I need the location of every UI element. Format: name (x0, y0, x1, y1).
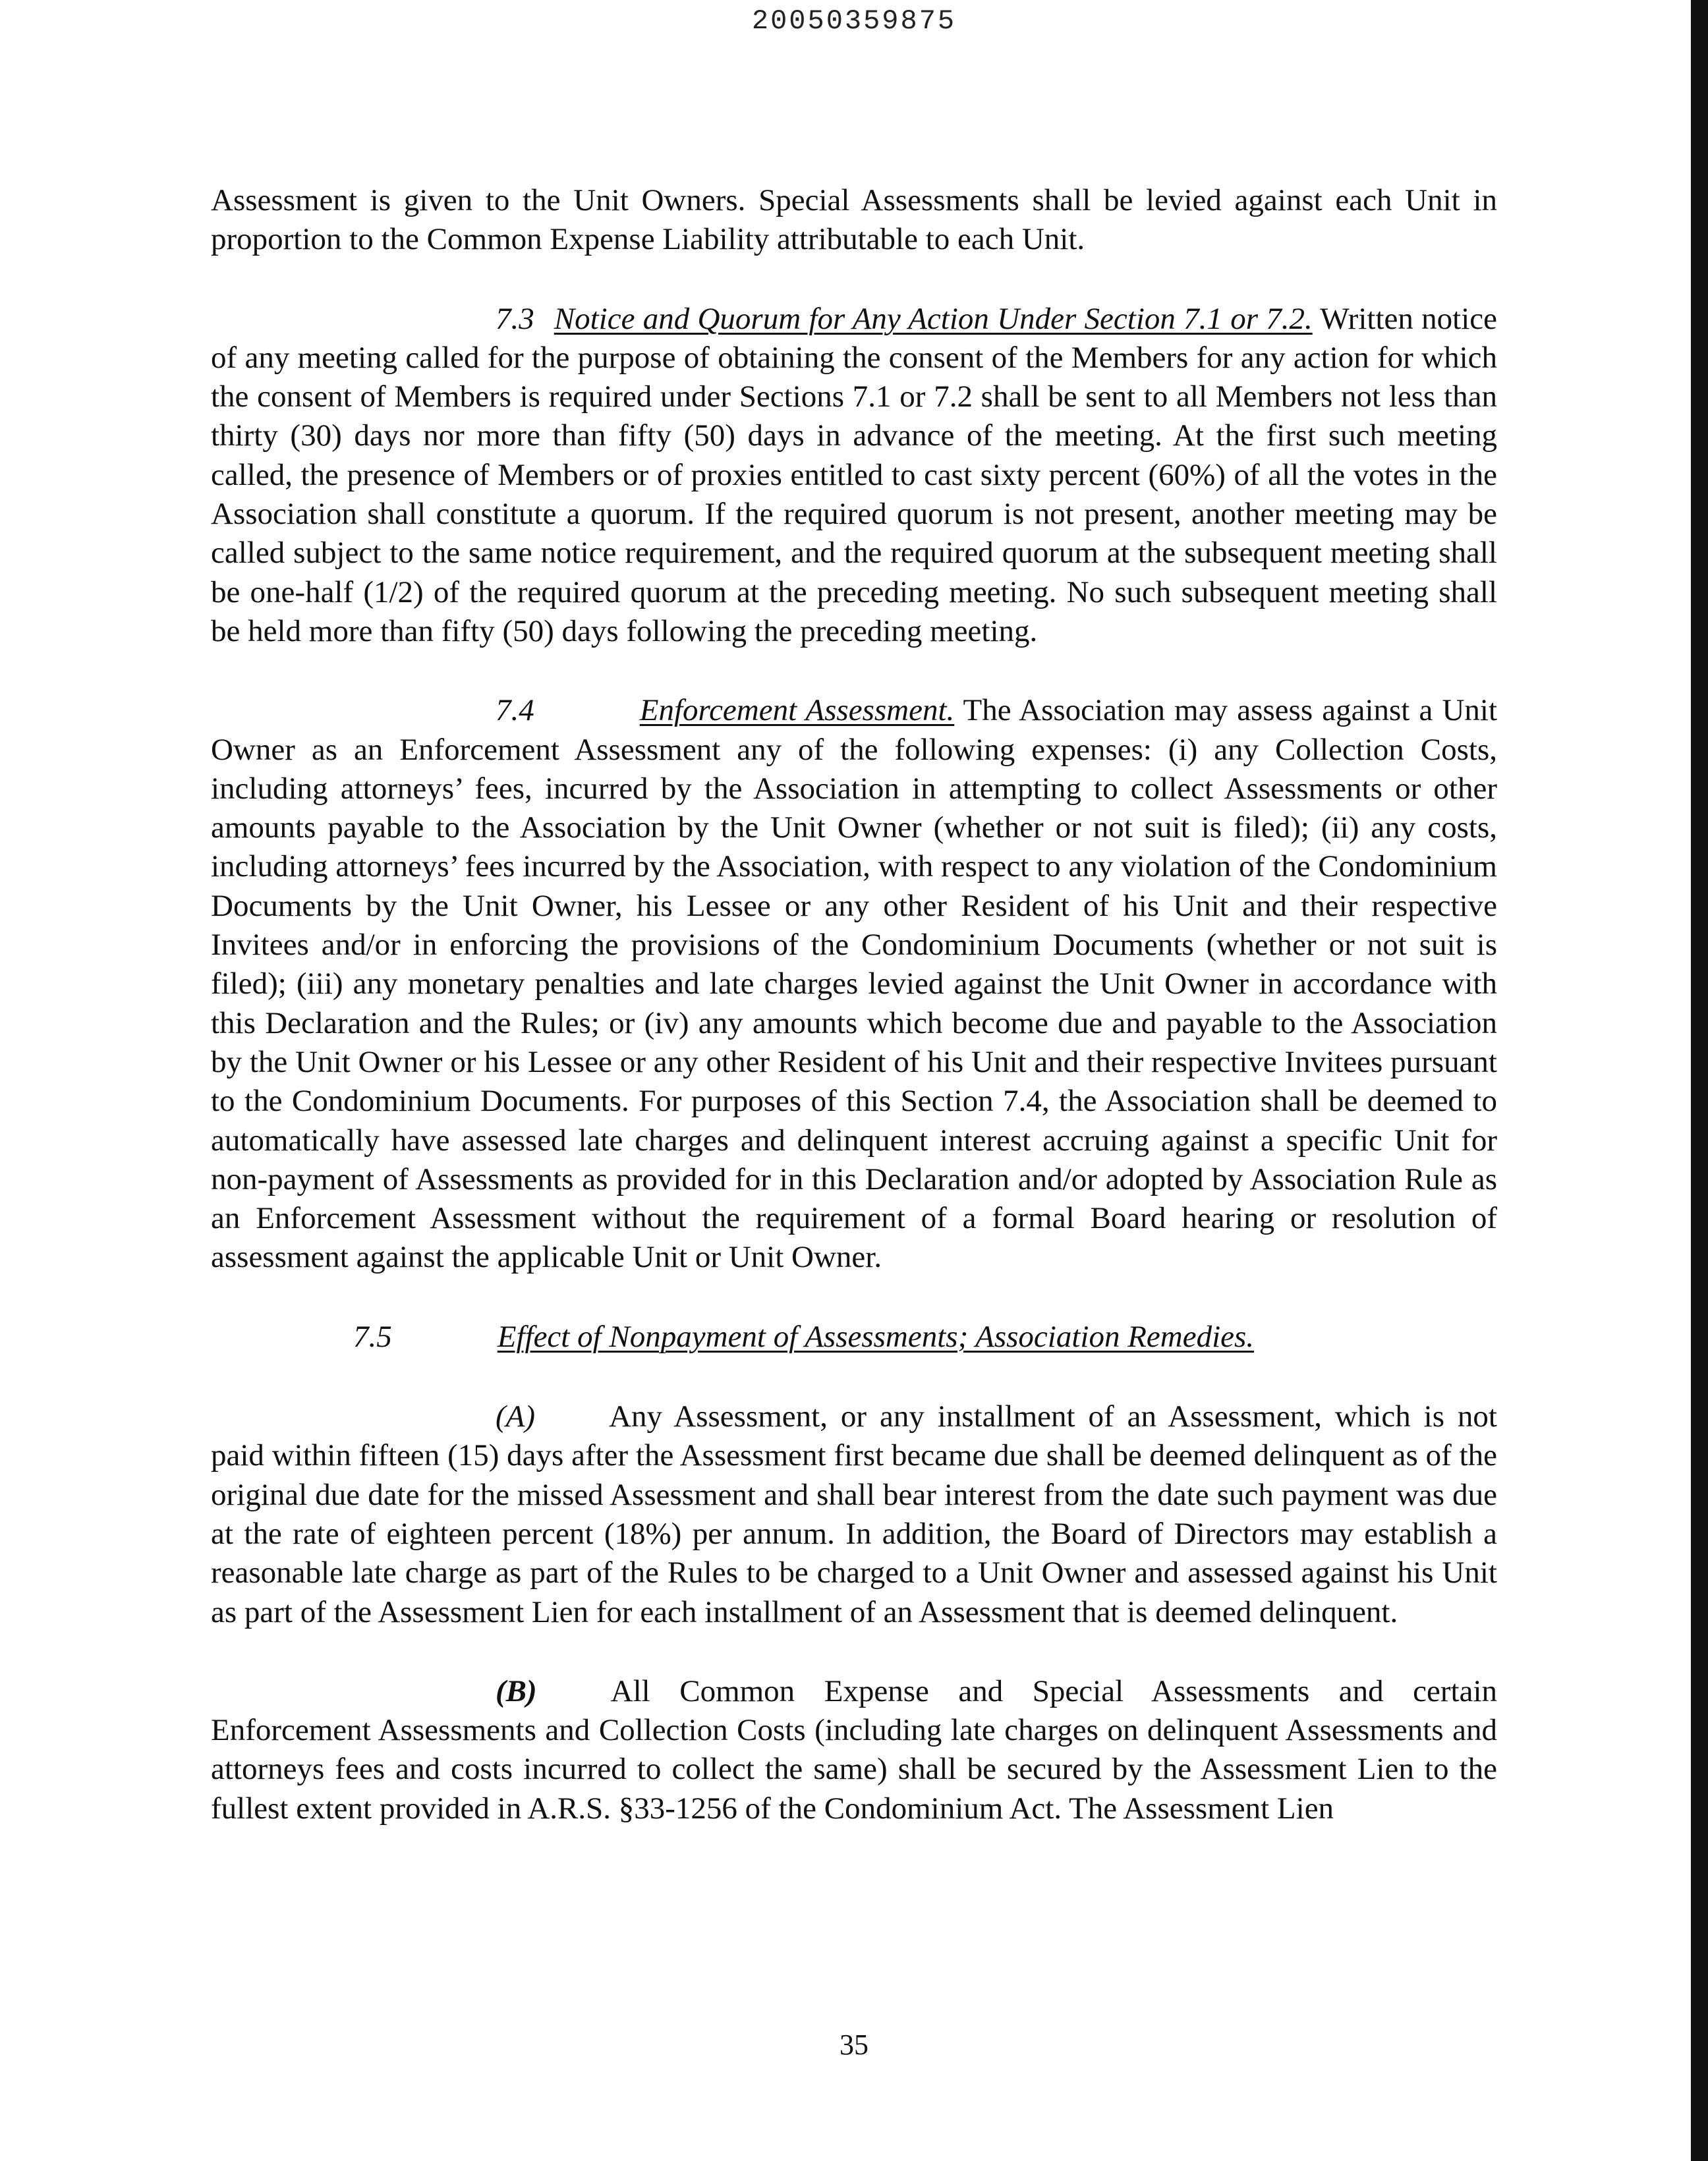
document-page (211, 181, 1497, 1868)
section-7-5-heading (211, 1318, 1497, 1357)
section-7-3-body: Written notice of any meeting called for the purpose of obtaining the consent of the Members for any action for which the consent of Members is required under Sections 7.1 or 7.2 shall be sent to all Members not less than thirty (30) days nor more than fifty (50) days in advance of the meeting. At the first such meeting called, the presence of Members or of proxies entitled to cast sixty percent (60%) of all the votes in the Association shall constitute a quorum. If the required quorum is not present, another meeting may be called subject to the same notice requirement, and the required quorum at the subsequent meeting shall be one-half (1/2) of the required quorum at the preceding meeting. No such subsequent meeting shall be held more than fifty (50) days following the preceding meeting. (211, 301, 1497, 648)
section-7-5-title: Effect of Nonpayment of Assessments; Association Remedies. (497, 1319, 1255, 1354)
section-7-3-number: 7.3 (496, 301, 534, 336)
section-7-5-number: 7.5 (353, 1319, 392, 1354)
subsection-7-5-b (211, 1672, 1497, 1828)
page-number: 35 (840, 2029, 868, 2061)
intro-paragraph: Assessment is given to the Unit Owners. Special Assessments shall be levied against each Unit in proportion to the Common Expense Liability attributable to each Unit. (211, 183, 1497, 257)
section-7-3-title: Notice and Quorum for Any Action Under Section 7.1 or 7.2. (554, 301, 1313, 336)
document-id: 20050359875 (751, 5, 957, 37)
section-7-4 (211, 691, 1497, 1277)
section-7-4-title: Enforcement Assessment. (639, 693, 955, 728)
subsection-7-5-a (211, 1397, 1497, 1632)
subsection-b-label: (B) (496, 1673, 537, 1708)
subsection-a-label: (A) (496, 1399, 536, 1434)
section-7-4-number: 7.4 (496, 693, 534, 728)
subsection-b-body: All Common Expense and Special Assessments and certain Enforcement Assessments and Collection Costs (including late charges on delinquent Assessments and attorneys fees and costs incurred to collect the same) shall be secured by the Assessment Lien to the fullest extent provided in A.R.S. §33-1256 of the Condominium Act. The Assessment Lien (211, 1673, 1497, 1826)
section-7-4-body: The Association may assess against a Unit Owner as an Enforcement Assessment any of the following expenses: (i) any Collection Costs, including attorneys’ fees, incurred by the Association in attempting to collect Assessments or other amounts payable to the Association by the Unit Owner (whether or not suit is filed); (ii) any costs, including attorneys’ fees incurred by the Association, with respect to any violation of the Condominium Documents by the Unit Owner, his Lessee or any other Resident of his Unit and their respective Invitees and/or in enforcing the provisions of the Condominium Documents (whether or not suit is filed); (iii) any monetary penalties and late charges levied against the Unit Owner in accordance with this Declaration and the Rules; or (iv) any amounts which become due and payable to the Association by the Unit Owner or his Lessee or any other Resident of his Unit and their respective Invitees pursuant to the Condominium Documents. For purposes of this Section 7.4, the Association shall be deemed to automatically have assessed late charges and delinquent interest accruing against a specific Unit for non-payment of Assessments as provided for in this Declaration and/or adopted by Association Rule as an Enforcement Assessment without the requirement of a formal Board hearing or resolution of assessment against the applicable Unit or Unit Owner. (211, 693, 1498, 1275)
scan-edge-border (1691, 0, 1708, 2161)
subsection-a-body: Any Assessment, or any installment of an Assessment, which is not paid within fifteen (15) days after the Assessment first became due shall be deemed delinquent as of the original due date for the missed Assessment and shall bear interest from the date such payment was due at the rate of eighteen percent (18%) per annum. In addition, the Board of Directors may establish a reasonable late charge as part of the Rules to be charged to a Unit Owner and assessed against his Unit as part of the Assessment Lien for each installment of an Assessment that is deemed delinquent. (211, 1399, 1497, 1629)
section-7-3 (211, 300, 1497, 652)
